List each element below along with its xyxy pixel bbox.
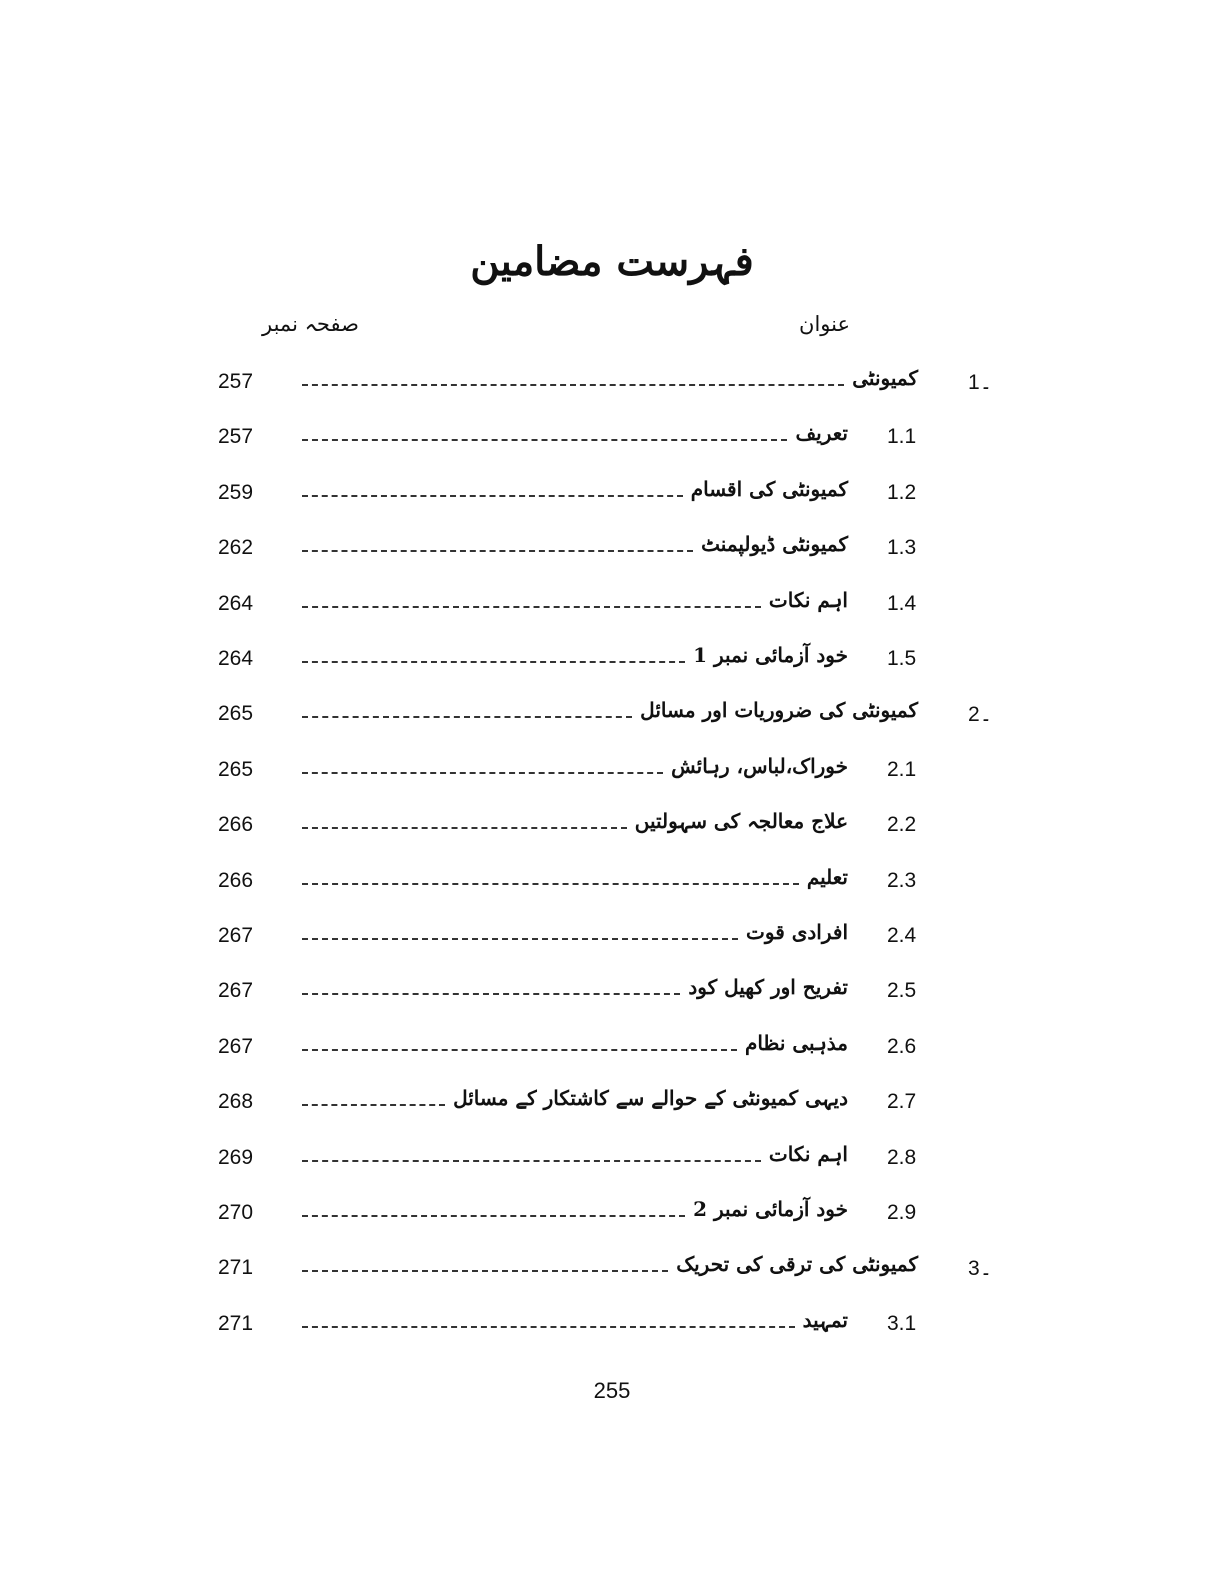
toc-section-row: [0, 639, 1224, 679]
toc-page-number: 264: [218, 647, 254, 670]
toc-leader-dashes: [302, 1326, 795, 1328]
toc-entry-title: مذہبی نظام: [744, 1031, 848, 1055]
toc-page-number: 259: [218, 481, 254, 504]
toc-page-number: 270: [218, 1201, 254, 1224]
toc-page-number: 265: [218, 758, 254, 781]
toc-entry-title: اہم نکات: [768, 1142, 848, 1166]
toc-entry-number: 2.2: [887, 813, 917, 836]
toc-entry-title: دیہی کمیونٹی کے حوالے سے کاشتکار کے مسائل: [453, 1086, 848, 1110]
toc-entry-title: تعریف: [795, 421, 848, 445]
toc-chapter-row: [0, 1248, 1224, 1288]
toc-section-row: [0, 916, 1224, 956]
toc-leader-dashes: [302, 716, 632, 718]
toc-entry-number: 2.6: [887, 1035, 917, 1058]
toc-section-row: [0, 861, 1224, 901]
toc-entry-number: 1.1: [887, 425, 917, 448]
toc-leader-dashes: [302, 938, 738, 940]
toc-section-row: [0, 1082, 1224, 1122]
toc-entry-number: 2.4: [887, 924, 917, 947]
toc-entry-title: افرادی قوت: [746, 920, 848, 944]
toc-leader-dashes: [302, 550, 693, 552]
toc-leader-dashes: [302, 1270, 668, 1272]
toc-section-row: [0, 750, 1224, 790]
toc-page-number: 262: [218, 536, 254, 559]
toc-entry-number: 1.2: [887, 481, 917, 504]
toc-section-row: [0, 971, 1224, 1011]
toc-page-number: 268: [218, 1090, 254, 1113]
toc-page-number: 257: [218, 370, 254, 393]
toc-page-number: 267: [218, 924, 254, 947]
toc-leader-dashes: [302, 1049, 737, 1051]
toc-leader-dashes: [302, 883, 799, 885]
toc-leader-dashes: [302, 606, 761, 608]
toc-page-number: 271: [218, 1256, 254, 1279]
toc-chapter-row: [0, 694, 1224, 734]
toc-entry-title: کمیونٹی ڈیولپمنٹ: [701, 532, 848, 556]
toc-entry-number: 1.4: [887, 592, 917, 615]
toc-entry-number: 2.1: [887, 758, 917, 781]
toc-leader-dashes: [302, 993, 680, 995]
toc-section-row: [0, 528, 1224, 568]
toc-leader-dashes: [302, 1104, 445, 1106]
toc-entry-title: تعلیم: [806, 865, 848, 889]
toc-section-row: [0, 1138, 1224, 1178]
toc-section-row: [0, 1193, 1224, 1233]
page-title: فہرست مضامین: [470, 238, 754, 285]
toc-entry-title: خود آزمائی نمبر 2: [693, 1197, 848, 1221]
toc-leader-dashes: [302, 439, 787, 441]
toc-entry-title: کمیونٹی کی اقسام: [690, 477, 848, 501]
toc-entry-number: 3۔: [968, 1257, 992, 1280]
toc-entry-number: 2.8: [887, 1146, 917, 1169]
toc-leader-dashes: [302, 827, 627, 829]
toc-entry-number: 2.7: [887, 1090, 917, 1113]
toc-entry-title: خود آزمائی نمبر 1: [693, 643, 848, 667]
toc-leader-dashes: [302, 772, 663, 774]
toc-entry-title: تمہید: [802, 1308, 848, 1332]
toc-leader-dashes: [302, 1160, 761, 1162]
toc-section-row: [0, 1304, 1224, 1344]
footer-page-number: 255: [593, 1378, 631, 1403]
toc-page-number: 264: [218, 592, 254, 615]
toc-entry-number: 2.5: [887, 979, 917, 1002]
toc-page-number: 267: [218, 979, 254, 1002]
toc-section-row: [0, 417, 1224, 457]
toc-entry-number: 2۔: [968, 703, 992, 726]
toc-entry-title: خوراک،لباس، رہائش: [671, 754, 848, 778]
toc-entry-number: 3.1: [887, 1312, 917, 1335]
toc-entry-title: کمیونٹی کی ترقی کی تحریک: [676, 1252, 918, 1276]
toc-entry-number: 1.3: [887, 536, 917, 559]
toc-page-number: 271: [218, 1312, 254, 1335]
toc-entry-title: علاج معالجہ کی سہولتیں: [634, 809, 848, 833]
toc-chapter-row: [0, 362, 1224, 402]
toc-leader-dashes: [302, 495, 683, 497]
toc-page-number: 265: [218, 702, 254, 725]
toc-page-number: 269: [218, 1146, 254, 1169]
toc-entry-title: کمیونٹی: [852, 366, 918, 390]
toc-entry-number: 1۔: [968, 371, 992, 394]
toc-page-number: 257: [218, 425, 254, 448]
toc-entry-title: کمیونٹی کی ضروریات اور مسائل: [640, 698, 918, 722]
toc-section-row: [0, 473, 1224, 513]
toc-entry-number: 1.5: [887, 647, 917, 670]
toc-leader-dashes: [302, 1215, 685, 1217]
toc-entry-title: اہم نکات: [768, 588, 848, 612]
topic-column-header: عنوان: [799, 312, 850, 336]
toc-entry-number: 2.3: [887, 869, 917, 892]
toc-section-row: [0, 805, 1224, 845]
page-column-header: صفحہ نمبر: [262, 312, 359, 336]
toc-section-row: [0, 1027, 1224, 1067]
toc-entry-title: تفریح اور کھیل کود: [688, 975, 848, 999]
toc-section-row: [0, 584, 1224, 624]
toc-page-number: 267: [218, 1035, 254, 1058]
toc-leader-dashes: [302, 384, 844, 386]
toc-entry-number: 2.9: [887, 1201, 917, 1224]
toc-page-number: 266: [218, 869, 254, 892]
toc-page-number: 266: [218, 813, 254, 836]
toc-leader-dashes: [302, 661, 685, 663]
